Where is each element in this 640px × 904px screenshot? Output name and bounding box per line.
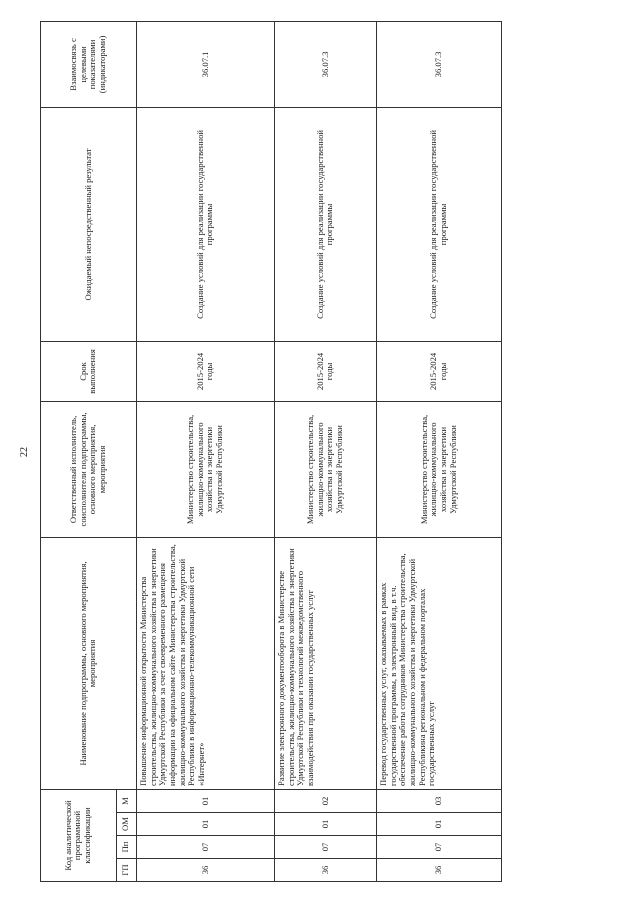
cell-m: 03: [376, 789, 501, 812]
cell-om: 01: [275, 813, 377, 836]
cell-activity-name: Повышение информационной открытости Министерства строительства, жилищно-коммунального хозяйства и энергетики Удмуртской Республики за счет своевременного размещения информации на официальном сайте Министерства строительства, жилищно-коммунального хозяйства и энергетики Удмуртской Республики в информационно-телекоммуникационной сети «Интернет»: [136, 537, 274, 789]
cell-executor: Министерство строительства, жилищно-коммунального хозяйства и энергетики Удмуртской Республики: [136, 401, 274, 537]
cell-om: 01: [376, 813, 501, 836]
cell-result: Создание условий для реализации государственной программы: [136, 107, 274, 341]
cell-indicator: 36.07.3: [376, 21, 501, 107]
table-row: [376, 21, 501, 881]
program-activities-table: [40, 21, 502, 882]
cell-term: 2015-2024 годы: [376, 341, 501, 401]
cell-gp: 36: [376, 859, 501, 882]
cell-executor: Министерство строительства, жилищно-коммунального хозяйства и энергетики Удмуртской Республики: [376, 401, 501, 537]
cell-term: 2015-2024 годы: [136, 341, 274, 401]
header-code-gp: ГП: [116, 859, 136, 882]
header-code-group: Код аналитической программной классификации: [41, 789, 117, 881]
cell-gp: 36: [275, 859, 377, 882]
header-indicator: Взаимосвязь с целевыми показателями (индикаторами): [41, 21, 137, 107]
cell-pp: 07: [275, 836, 377, 859]
cell-result: Создание условий для реализации государственной программы: [376, 107, 501, 341]
table-row: [275, 21, 377, 881]
cell-m: 02: [275, 789, 377, 812]
header-row: [41, 21, 117, 881]
cell-m: 01: [136, 789, 274, 812]
cell-activity-name: Развитие электронного документооборота в Министерстве строительства, жилищно-коммунального хозяйства и энергетики Удмуртской Республики и технологий межведомственного взаимодействия при оказании государственных услуг: [275, 537, 377, 789]
cell-term: 2015-2024 годы: [275, 341, 377, 401]
header-code-m: М: [116, 789, 136, 812]
rotated-table-wrapper: [40, 22, 502, 882]
cell-pp: 07: [136, 836, 274, 859]
header-executor: Ответственный исполнитель, соисполнители подпрограммы, основного мероприятия, мероприятия: [41, 401, 137, 537]
cell-pp: 07: [376, 836, 501, 859]
cell-om: 01: [136, 813, 274, 836]
header-name: Наименование подпрограммы, основного мероприятия, мероприятия: [41, 537, 137, 789]
cell-indicator: 36.07.1: [136, 21, 274, 107]
table-row: [136, 21, 274, 881]
page-number: 22: [19, 447, 30, 457]
header-code-pp: Пп: [116, 836, 136, 859]
cell-gp: 36: [136, 859, 274, 882]
cell-activity-name: Перевод государственных услуг, оказываемых в рамках государственной программы, в электронный вид, в т.ч. обеспечение работы сотрудников Министерства строительства, жилищно-коммунального хозяйства и энергетики Удмуртской Республикина региональном и федеральном порталах государственных услуг: [376, 537, 501, 789]
header-result: Ожидаемый непосредственный результат: [41, 107, 137, 341]
header-term: Срок выполнения: [41, 341, 137, 401]
header-code-om: ОМ: [116, 813, 136, 836]
cell-result: Создание условий для реализации государственной программы: [275, 107, 377, 341]
cell-indicator: 36.07.3: [275, 21, 377, 107]
cell-executor: Министерство строительства, жилищно-коммунального хозяйства и энергетики Удмуртской Республики: [275, 401, 377, 537]
